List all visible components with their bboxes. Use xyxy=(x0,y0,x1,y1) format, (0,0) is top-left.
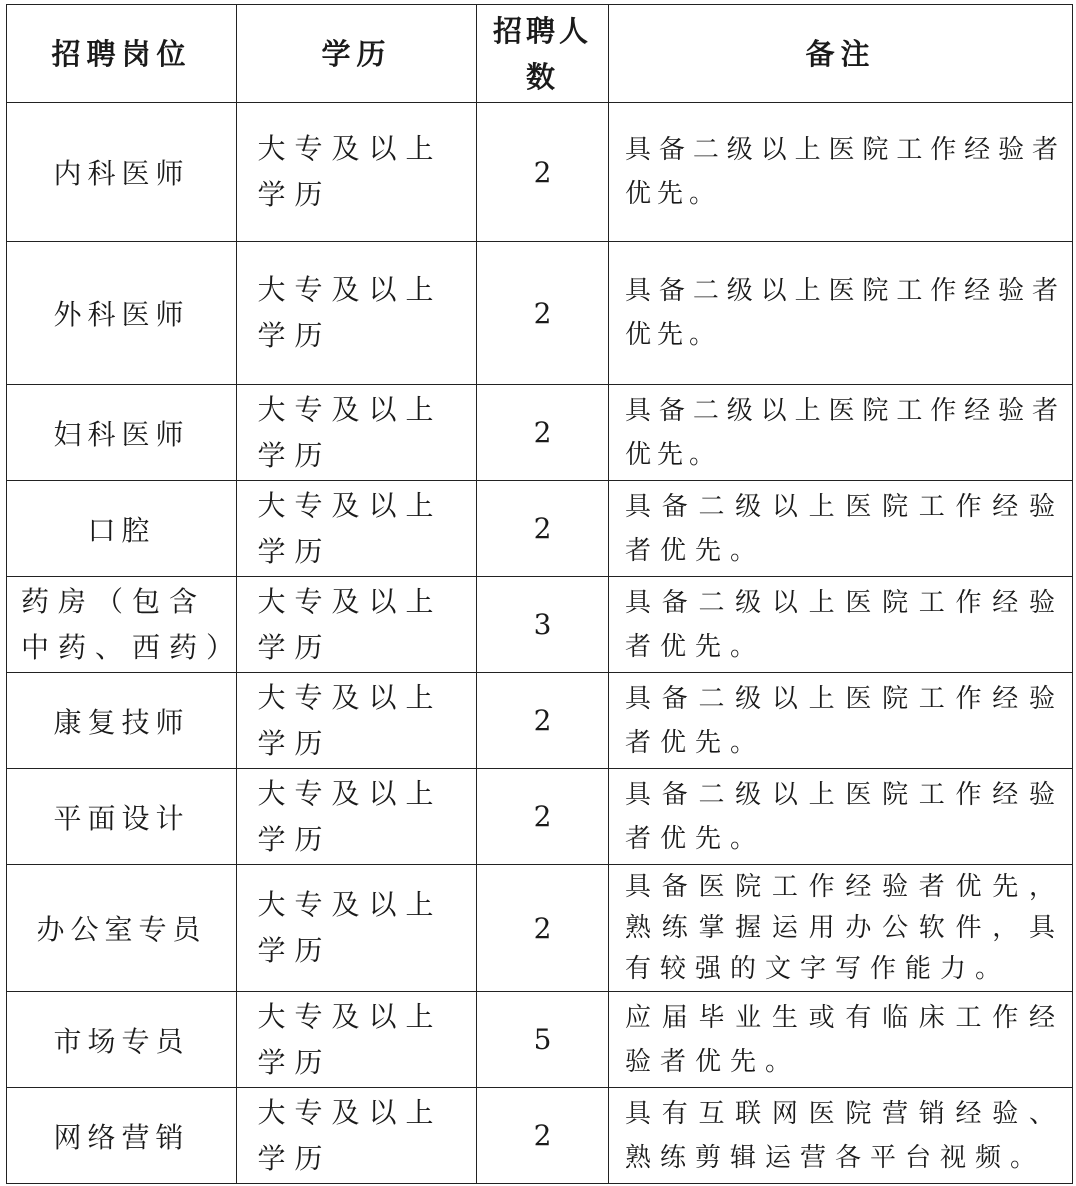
education-text: 大专及以上学历 xyxy=(257,999,443,1079)
position-cell: 口腔 xyxy=(7,481,237,577)
table-row xyxy=(7,242,1073,385)
education-text: 大专及以上学历 xyxy=(257,584,443,664)
position-cell: 药房（包含中药、西药） xyxy=(7,577,237,673)
table-row xyxy=(7,385,1073,481)
count-cell: 2 xyxy=(477,103,609,242)
education-cell xyxy=(237,673,477,769)
count-cell: 2 xyxy=(477,769,609,865)
header-row xyxy=(7,5,1073,103)
header-remarks: 备注 xyxy=(609,5,1073,103)
header-count xyxy=(477,5,609,103)
education-cell xyxy=(237,481,477,577)
recruitment-table xyxy=(6,4,1073,1184)
table-row xyxy=(7,673,1073,769)
position-cell: 妇科医师 xyxy=(7,385,237,481)
count-cell: 2 xyxy=(477,385,609,481)
count-cell: 3 xyxy=(477,577,609,673)
education-cell xyxy=(237,577,477,673)
header-count-text: 招聘人数 xyxy=(492,13,592,94)
education-text: 大专及以上学历 xyxy=(257,392,443,472)
remarks-cell: 具备二级以上医院工作经验者优先。 xyxy=(609,103,1073,242)
education-cell xyxy=(237,865,477,992)
table-row xyxy=(7,769,1073,865)
table-row xyxy=(7,577,1073,673)
count-cell: 2 xyxy=(477,673,609,769)
header-education: 学历 xyxy=(237,5,477,103)
remarks-cell: 具备二级以上医院工作经验者优先。 xyxy=(609,242,1073,385)
table-row xyxy=(7,103,1073,242)
education-text: 大专及以上学历 xyxy=(257,680,443,760)
education-cell xyxy=(237,103,477,242)
education-cell xyxy=(237,242,477,385)
count-cell: 2 xyxy=(477,865,609,992)
count-cell: 2 xyxy=(477,242,609,385)
table-row xyxy=(7,1088,1073,1184)
count-cell: 2 xyxy=(477,481,609,577)
position-cell: 康复技师 xyxy=(7,673,237,769)
education-text: 大专及以上学历 xyxy=(257,1095,443,1175)
table-row xyxy=(7,481,1073,577)
position-cell: 网络营销 xyxy=(7,1088,237,1184)
position-cell: 办公室专员 xyxy=(7,865,237,992)
education-text: 大专及以上学历 xyxy=(257,888,443,967)
position-cell: 平面设计 xyxy=(7,769,237,865)
education-cell xyxy=(237,992,477,1088)
position-cell: 外科医师 xyxy=(7,242,237,385)
education-text: 大专及以上学历 xyxy=(257,488,443,568)
position-cell: 市场专员 xyxy=(7,992,237,1088)
education-cell xyxy=(237,769,477,865)
remarks-cell: 具有互联网医院营销经验、熟练剪辑运营各平台视频。 xyxy=(609,1088,1073,1184)
position-cell: 内科医师 xyxy=(7,103,237,242)
header-position: 招聘岗位 xyxy=(7,5,237,103)
remarks-cell: 应届毕业生或有临床工作经验者优先。 xyxy=(609,992,1073,1088)
education-cell xyxy=(237,1088,477,1184)
remarks-cell: 具备二级以上医院工作经验者优先。 xyxy=(609,385,1073,481)
remarks-cell: 具备二级以上医院工作经验者优先。 xyxy=(609,481,1073,577)
count-cell: 2 xyxy=(477,1088,609,1184)
remarks-cell: 具备二级以上医院工作经验者优先。 xyxy=(609,769,1073,865)
education-cell xyxy=(237,385,477,481)
education-text: 大专及以上学历 xyxy=(257,273,443,352)
education-text: 大专及以上学历 xyxy=(257,132,443,211)
remarks-cell: 具备医院工作经验者优先，熟练掌握运用办公软件，具有较强的文字写作能力。 xyxy=(609,865,1073,992)
education-text: 大专及以上学历 xyxy=(257,776,443,856)
remarks-cell: 具备二级以上医院工作经验者优先。 xyxy=(609,673,1073,769)
table-row xyxy=(7,992,1073,1088)
remarks-cell: 具备二级以上医院工作经验者优先。 xyxy=(609,577,1073,673)
table-row xyxy=(7,865,1073,992)
count-cell: 5 xyxy=(477,992,609,1088)
